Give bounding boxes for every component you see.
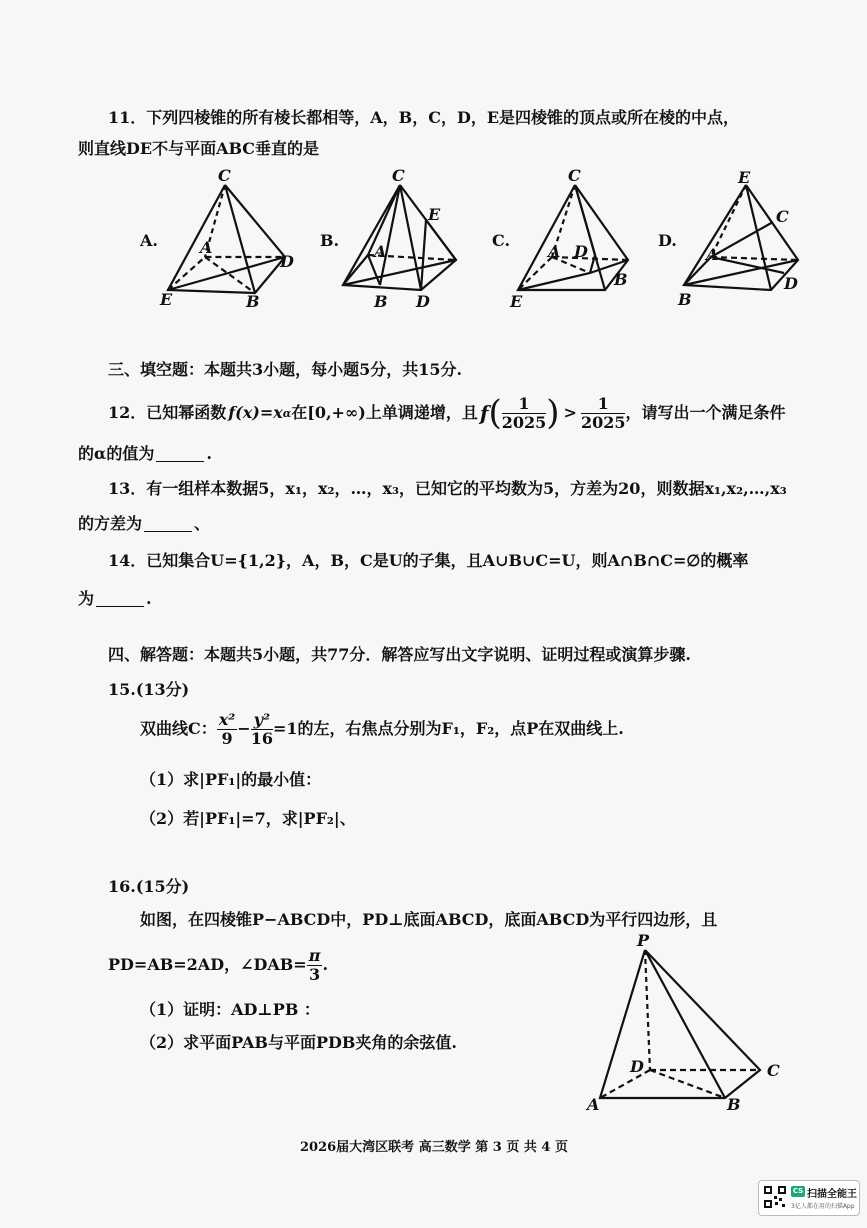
q16-line1: 如图，在四棱锥P−ABCD中，PD⊥底面ABCD，底面ABCD为平行四边形，且	[140, 910, 718, 929]
page-footer: 2026届大湾区联考 高三数学 第 3 页 共 4 页	[300, 1140, 568, 1155]
option-c-label: C.	[492, 231, 511, 250]
q15-statement: 双曲线C： $\frac{\text{x²}}{9}$ − $\frac{\text{y²}}{16}$ =1的左，右焦点分别为F₁，F₂，点P在双曲线上.	[140, 709, 624, 748]
fig-d-pt-b: B	[678, 290, 692, 309]
fig-a-pt-e: E	[160, 290, 173, 309]
q15-frac-x: $\frac{\text{x²}}{9}$	[218, 709, 236, 748]
q14-line1: 14．已知集合U={1,2}，A，B，C是U的子集，且A∪B∪C=U，则A∩B∩C=∅的概率	[108, 551, 749, 570]
scanner-watermark	[758, 1180, 860, 1216]
q15-part2: （2）若|PF₁|=7，求|PF₂|、	[140, 809, 356, 828]
option-d-label: D.	[658, 231, 677, 250]
q16-part2: （2）求平面PAB与平面PDB夹角的余弦值.	[140, 1033, 457, 1052]
fig-a-pt-c: C	[218, 166, 231, 185]
fig-c-pt-d: D	[574, 242, 588, 261]
q12-line2: 的α的值为 .	[78, 444, 212, 463]
figure-d	[676, 165, 816, 310]
fig-d-pt-d: D	[784, 274, 798, 293]
fig-b-pt-c: C	[392, 166, 405, 185]
q12-answer-blank	[156, 460, 204, 462]
fig-b-pt-e: E	[428, 205, 441, 224]
figure-c	[510, 165, 640, 310]
scanner-title: 扫描全能王	[807, 1189, 857, 1200]
q16-heading: 16.(15分)	[108, 877, 190, 896]
q12-f: f	[479, 401, 489, 425]
fig16-pt-c: C	[767, 1061, 780, 1080]
q12-gt: >	[563, 403, 577, 422]
fig-d-pt-e: E	[738, 168, 751, 187]
fig-b-pt-a: A	[374, 242, 387, 261]
q12-alpha: α	[282, 406, 292, 420]
q16-line2: PD=AB=2AD，∠DAB= $\frac{\pi}{3}$ .	[108, 945, 329, 984]
q16-frac-pi: $\frac{\pi}{3}$	[308, 945, 321, 984]
fig-b-pt-b: B	[374, 292, 388, 311]
fig-a-pt-a: A	[200, 238, 213, 257]
q11-line1: 11．下列四棱锥的所有棱长都相等，A，B，C，D，E是四棱锥的顶点或所在棱的中点，	[108, 108, 740, 127]
figure-a	[160, 165, 300, 310]
q15-part1: （1）求|PF₁|的最小值：	[140, 770, 322, 789]
section-3-heading: 三、填空题：本题共3小题，每小题5分，共15分.	[108, 360, 463, 379]
scanner-subtitle: 3亿人都在用的扫描App	[791, 1203, 855, 1210]
q15-heading: 15.(13分)	[108, 680, 190, 699]
q16-part1: （1）证明：AD⊥PB ：	[140, 1000, 320, 1019]
fig-c-pt-a: A	[548, 242, 561, 261]
fig-a-pt-d: D	[280, 252, 294, 271]
q12-frac1: $\frac{1}{2025}$	[501, 393, 547, 432]
fig-b-pt-d: D	[416, 292, 430, 311]
fig-c-pt-c: C	[568, 166, 581, 185]
q12-function: f(x)=x	[228, 403, 283, 422]
figure-b	[338, 165, 468, 310]
option-b-label: B.	[320, 231, 340, 250]
q14-line2: 为 .	[78, 589, 152, 608]
camscanner-logo-icon: CS	[792, 1187, 804, 1195]
q15-frac-y: $\frac{\text{y²}}{16}$	[250, 709, 273, 748]
q12-lead: 12．已知幂函数	[108, 403, 227, 422]
section-4-heading: 四、解答题：本题共5小题，共77分．解答应写出文字说明、证明过程或演算步骤.	[108, 645, 691, 664]
q12-rparen: )	[546, 393, 560, 433]
q12-lparen: (	[488, 393, 502, 433]
q11-line2: 则直线DE不与平面ABC垂直的是	[78, 139, 320, 158]
fig16-pt-d: D	[630, 1057, 644, 1076]
fig-c-pt-b: B	[614, 270, 628, 289]
q13-answer-blank	[144, 530, 192, 532]
q12-frac2: $\frac{1}{2025}$	[580, 393, 626, 432]
q13-line2: 的方差为 、	[78, 514, 211, 533]
q16-pyramid-figure	[585, 930, 795, 1115]
q12-tail: ，请写出一个满足条件	[625, 403, 786, 422]
q12-line1	[108, 390, 785, 436]
fig16-pt-b: B	[727, 1095, 741, 1114]
fig-a-pt-b: B	[246, 292, 260, 311]
q14-answer-blank	[96, 605, 144, 607]
fig-c-pt-e: E	[510, 292, 523, 311]
fig-d-pt-c: C	[776, 207, 789, 226]
fig-d-pt-a: A	[706, 245, 719, 264]
q13-line1: 13．有一组样本数据5，x₁，x₂，…，x₃，已知它的平均数为5，方差为20，则数据x₁,x₂,…,x₃	[108, 479, 787, 498]
fig16-pt-p: P	[637, 931, 650, 950]
q12-mid: 在[0,+∞)上单调递增，且	[291, 403, 478, 422]
option-a-label: A.	[140, 231, 158, 250]
qr-code-icon	[763, 1185, 787, 1209]
fig16-pt-a: A	[587, 1095, 600, 1114]
